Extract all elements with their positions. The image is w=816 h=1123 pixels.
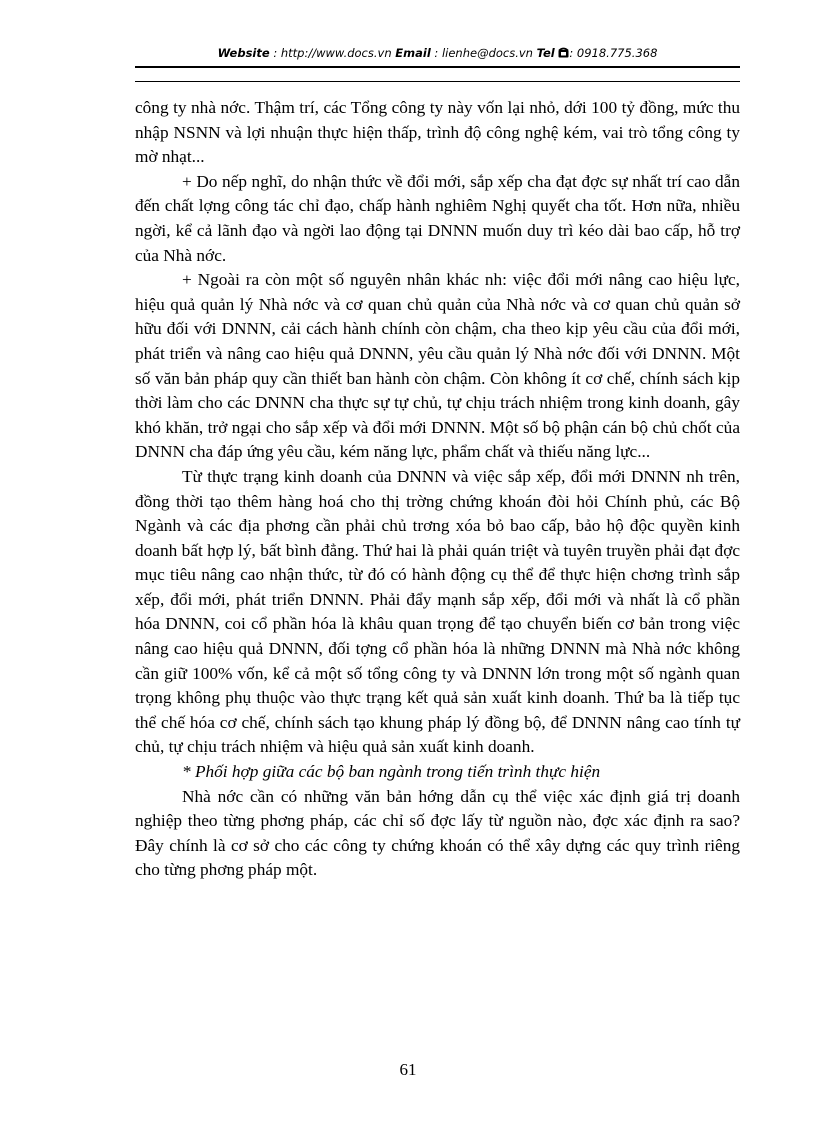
paragraph: Nhà nớc cần có những văn bản hớng dẫn cụ thể việc xác định giá trị doanh nghiệp theo từng phơng pháp, các chỉ số đợc lấy từ nguồn nào, đợc xác định ra sao? Đây chính là cơ sở cho các công ty chứng khoán có thể xây dựng các quy trình riêng cho từng phơng pháp một.	[135, 786, 740, 880]
header-rule-thick	[135, 66, 740, 68]
body-text	[135, 96, 740, 883]
paragraph: công ty nhà nớc. Thậm trí, các Tổng công ty này vốn lại nhỏ, dới 100 tỷ đồng, mức thu nhập NSNN và lợi nhuận thực hiện thấp, trình độ công nghệ kém, vai trò tổng công ty mờ nhạt...	[135, 98, 740, 167]
phone-icon	[558, 46, 569, 60]
page-number: 61	[399, 1060, 417, 1079]
paragraph: Từ thực trạng kinh doanh của DNNN và việc sắp xếp, đổi mới DNNN nh trên, đồng thời tạo thêm hàng hoá cho thị trờng chứng khoán đòi hỏi Chính phủ, các Bộ Ngành và các địa phơng cần phải chủ trơng xóa bỏ bao cấp, bảo hộ độc quyền kinh doanh bất hợp lý, bất bình đẳng. Thứ hai là phải quán triệt và tuyên truyền phải đạt đợc mục tiêu nâng cao nhận thức, từ đó có hành động cụ thể để thực hiện chơng trình sắp xếp, đổi mới, phát triển DNNN. Phải đẩy mạnh sắp xếp, đổi mới và nhất là cổ phần hóa DNNN, coi cổ phần hóa là khâu quan trọng để tạo chuyển biến cơ bản trong việc nâng cao hiệu quả DNNN, đối tợng cổ phần hóa là những DNNN mà Nhà nớc không cần giữ 100% vốn, kể cả một số tổng công ty và DNNN lớn trong một số ngành quan trọng không phụ thuộc vào thực trạng kết quả sản xuất kinh doanh. Thứ ba là tiếp tục thể chế hóa cơ chế, chính sách tạo khung pháp lý đồng bộ, để DNNN nâng cao tính tự chủ, tự chịu trách nhiệm và hiệu quả sản xuất kinh doanh.	[135, 466, 740, 757]
email-label: Email	[395, 46, 431, 60]
header-rule-thin	[135, 81, 740, 82]
tel-number: : 0918.775.368	[569, 46, 658, 60]
tel-label: Tel	[536, 46, 555, 60]
paragraph: + Do nếp nghĩ, do nhận thức về đổi mới, sắp xếp cha đạt đợc sự nhất trí cao dẫn đến chất lợng công tác chỉ đạo, chấp hành nghiêm Nghị quyết cha tốt. Hơn nữa, nhiều ngời, kể cả lãnh đạo và ngời lao động tại DNNN muốn duy trì kéo dài bao cấp, hỗ trợ của Nhà nớc.	[135, 171, 740, 265]
website-label: Website	[217, 46, 270, 60]
website-url: : http://www.docs.vn	[269, 46, 396, 60]
email-address: : lienhe@docs.vn	[430, 46, 537, 60]
section-heading: * Phối hợp giữa các bộ ban ngành trong tiến trình thực hiện	[182, 762, 601, 782]
paragraph: + Ngoài ra còn một số nguyên nhân khác nh: việc đổi mới nâng cao hiệu lực, hiệu quả quản lý Nhà nớc và cơ quan chủ quản của Nhà nớc và cơ quan chủ quản sở hữu đối với DNNN, cải cách hành chính còn chậm, cha theo kịp yêu cầu của đổi mới, phát triển và nâng cao hiệu quả DNNN, yêu cầu quản lý Nhà nớc đối với DNNN. Một số văn bản pháp quy cần thiết ban hành còn chậm. Còn không ít cơ chế, chính sách kịp thời làm cho các DNNN cha thực sự tự chủ, tự chịu trách nhiệm trong kinh doanh, gây khó khăn, trở ngại cho sắp xếp và đổi mới DNNN. Một số bộ phận cán bộ chủ chốt của DNNN cha đáp ứng yêu cầu, kém năng lực, phẩm chất và thiếu năng lực...	[135, 270, 740, 462]
page-header	[135, 46, 740, 60]
